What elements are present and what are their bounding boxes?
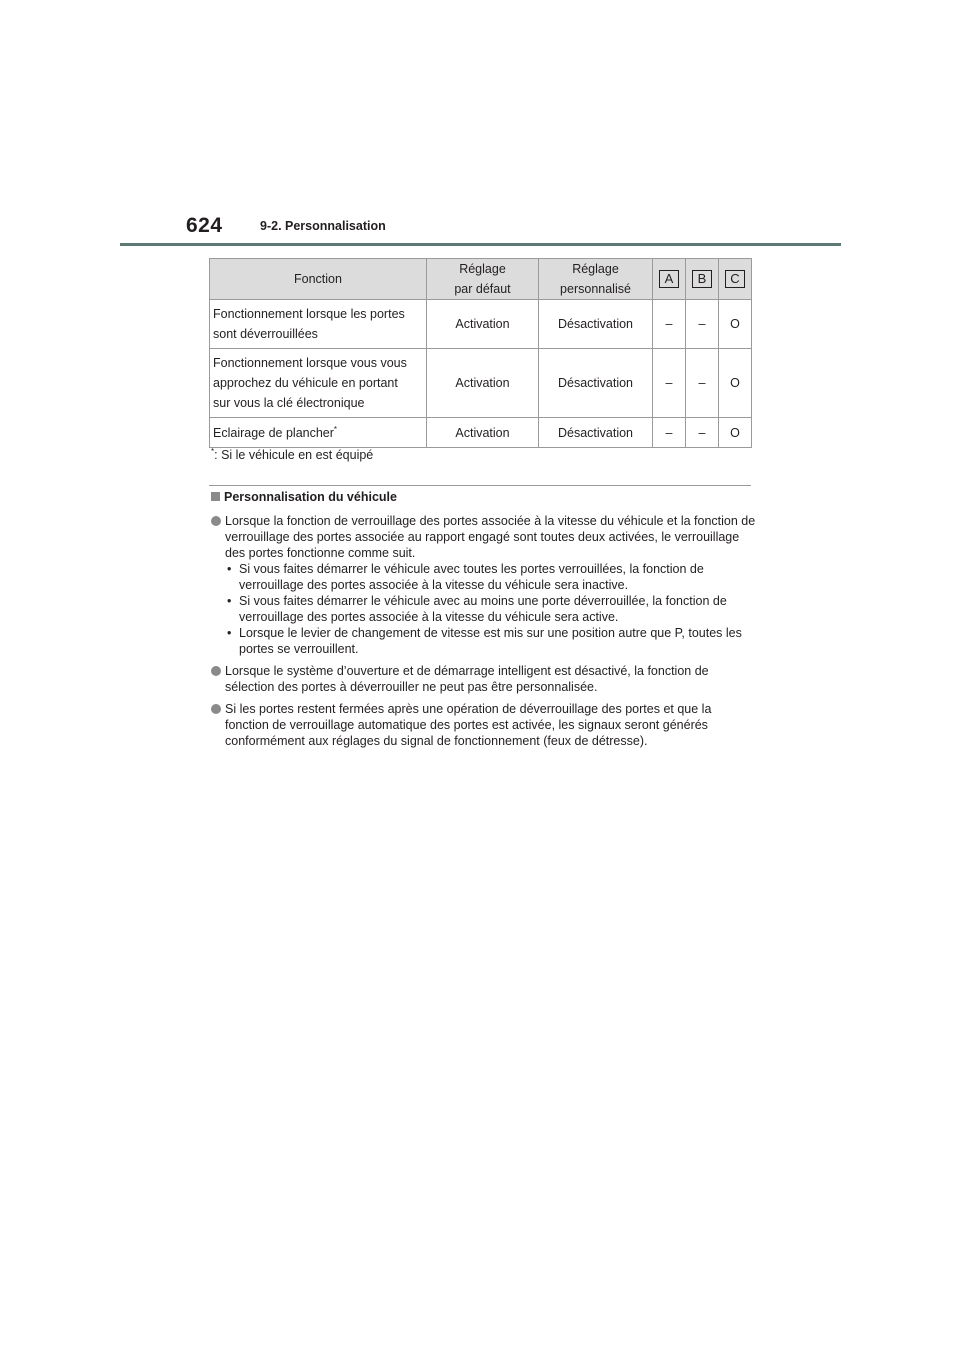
header-a: [653, 259, 686, 300]
custom-cell: Désactivation: [539, 349, 653, 418]
list-item-text: Si vous faites démarrer le véhicule avec toutes les portes verrouillées, la fonction de verrouillage des portes associée à la vitesse du véhicule sera inactive.: [239, 562, 704, 592]
square-marker-icon: [211, 492, 220, 501]
c-cell: O: [719, 418, 752, 448]
function-line: sur vous la clé électronique: [213, 396, 365, 410]
header-c: [719, 259, 752, 300]
table-row: [210, 300, 752, 349]
circle-bullet-icon: [211, 516, 221, 526]
function-cell: [210, 418, 427, 448]
function-line: Fonctionnement lorsque les portes: [213, 307, 405, 321]
function-cell: [210, 300, 427, 349]
table-header-row: [210, 259, 752, 300]
list-item-text: Si vous faites démarrer le véhicule avec au moins une porte déverrouillée, la fonction de verrouillage des portes associée à la vitesse du véhicule sera active.: [239, 594, 727, 624]
circle-bullet-icon: [211, 666, 221, 676]
function-line: approchez du véhicule en portant: [213, 376, 398, 390]
function-cell: [210, 349, 427, 418]
b-cell: –: [686, 418, 719, 448]
paragraph: [211, 701, 756, 749]
a-cell: –: [653, 300, 686, 349]
letter-a-box: A: [659, 270, 679, 288]
default-cell: Activation: [427, 349, 539, 418]
default-cell: Activation: [427, 300, 539, 349]
header-default-line1: Réglage: [459, 262, 506, 276]
header-custom: [539, 259, 653, 300]
settings-table: [209, 258, 752, 448]
c-cell: O: [719, 349, 752, 418]
section-title: 9-2. Personnalisation: [260, 219, 386, 233]
letter-b-box: B: [692, 270, 712, 288]
sub-list: [225, 561, 756, 657]
header-function: Fonction: [210, 259, 427, 300]
list-item-text: Lorsque le levier de changement de vitesse est mis sur une position autre que P, toutes les portes se verrouillent.: [239, 626, 742, 656]
section-heading: [211, 490, 397, 504]
table-row: [210, 418, 752, 448]
a-cell: –: [653, 418, 686, 448]
paragraph: [211, 513, 756, 657]
function-line: sont déverrouillées: [213, 327, 318, 341]
section-divider: [209, 485, 751, 486]
footnote-marker: *: [333, 424, 338, 434]
a-cell: –: [653, 349, 686, 418]
dot-bullet-icon: •: [227, 562, 232, 576]
default-cell: Activation: [427, 418, 539, 448]
header-b: [686, 259, 719, 300]
list-item: [225, 561, 756, 593]
function-line: Eclairage de plancher: [213, 425, 334, 440]
list-item: [225, 625, 756, 657]
header-custom-line2: personnalisé: [560, 282, 631, 296]
function-line: Fonctionnement lorsque vous vous: [213, 356, 407, 370]
header-rule: [120, 243, 841, 246]
table-row: [210, 349, 752, 418]
footnote: [211, 448, 373, 462]
circle-bullet-icon: [211, 704, 221, 714]
paragraph-text: Lorsque la fonction de verrouillage des portes associée à la vitesse du véhicule et la fonction de verrouillage des portes associée au rapport engagé sont toutes deux activées, le verrouillage des portes fonctionne comme suit.: [225, 514, 756, 560]
footnote-text: : Si le véhicule en est équipé: [214, 448, 374, 462]
dot-bullet-icon: •: [227, 626, 232, 640]
c-cell: O: [719, 300, 752, 349]
b-cell: –: [686, 300, 719, 349]
custom-cell: Désactivation: [539, 300, 653, 349]
header-default-line2: par défaut: [454, 282, 511, 296]
paragraph: [211, 663, 756, 695]
paragraph-text: Lorsque le système d’ouverture et de démarrage intelligent est désactivé, la fonction de sélection des portes à déverrouiller ne peut pas être personnalisée.: [225, 664, 709, 694]
b-cell: –: [686, 349, 719, 418]
header-default: [427, 259, 539, 300]
list-item: [225, 593, 756, 625]
paragraph-text: Si les portes restent fermées après une opération de déverrouillage des portes et que la fonction de verrouillage automatique des portes est activée, les signaux seront générés conformément aux réglages du signal de fonctionnement (feux de détresse).: [225, 702, 712, 748]
section-body: [211, 513, 756, 755]
header-custom-line1: Réglage: [572, 262, 619, 276]
dot-bullet-icon: •: [227, 594, 232, 608]
letter-c-box: C: [725, 270, 745, 288]
page-number: 624: [186, 214, 223, 237]
footnote-mark: *: [211, 446, 215, 456]
section-heading-text: Personnalisation du véhicule: [224, 490, 397, 504]
custom-cell: Désactivation: [539, 418, 653, 448]
